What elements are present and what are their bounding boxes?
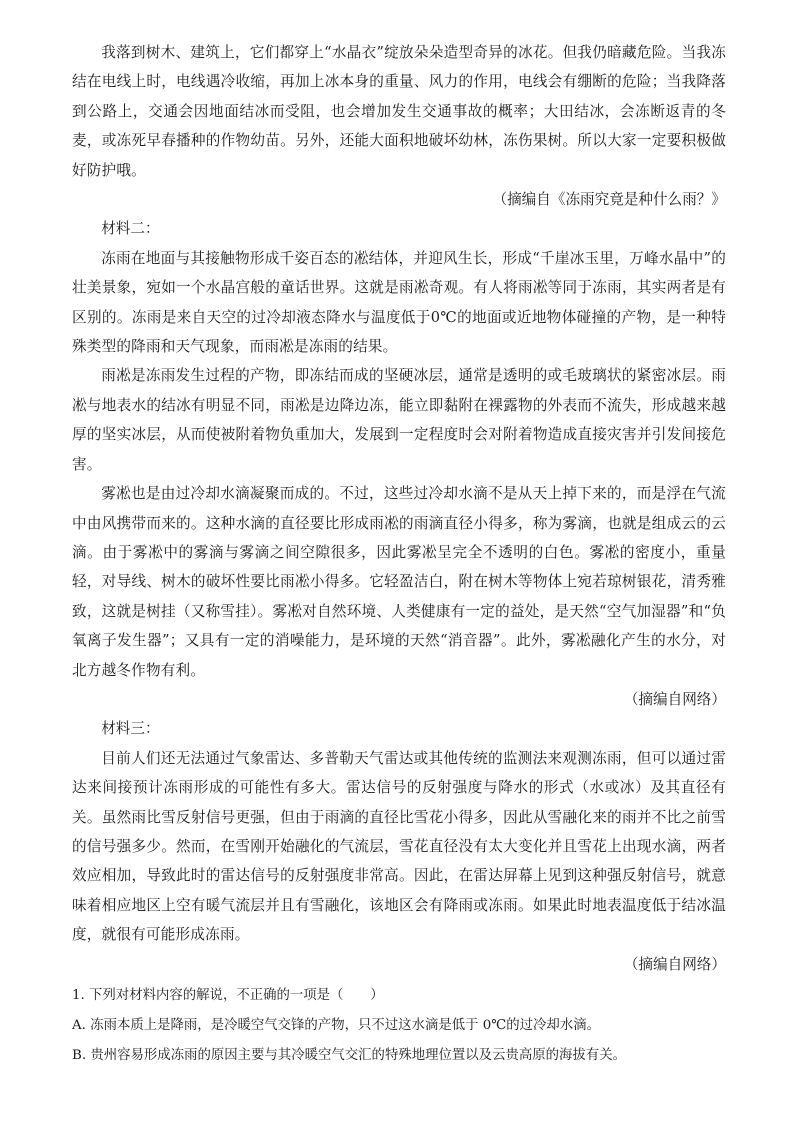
material1-source: （摘编自《冻雨究竟是种什么雨？》 xyxy=(492,191,726,209)
material3-heading: 材料三： xyxy=(101,720,160,738)
material2-paragraph-3: 雾凇也是由过冷却水滴凝聚而成的。不过，这些过冷却水滴不是从天上掉下来的，而是浮在气流中由风携带而来的。这种水滴的直径要比形成雨凇的雨滴直径小得多，称为雾滴，也就是组成云的云滴。由于雾凇中的雾滴与雾滴之间空隙很多，因此雾凇呈完全不透明的白色。雾凇的密度小，重量轻，对导线、树木的破坏性要比雨凇小得多。它轻盈洁白，附在树木等物体上宛若琼树银花，清秀雅致，这就是树挂（又称雪挂）。雾凇对自然环境、人类健康有一定的益处，是天然“空气加湿器”和“负氧离子发生器”；又具有一定的消噪能力，是环境的天然“消音器”。此外，雾凇融化产生的水分，对北方越冬作物有利。 xyxy=(72,485,726,679)
material2-paragraph-1: 冻雨在地面与其接触物形成千姿百态的凇结体，并迎风生长，形成“千崖冰玉里，万峰水晶中”的壮美景象，宛如一个水晶宫般的童话世界。这就是雨凇奇观。有人将雨凇等同于冻雨，其实两者是有区别的。冻雨是来自天空的过冷却液态降水与温度低于0℃的地面或近地物体碰撞的产物，是一种特殊类型的降雨和天气现象，而雨凇是冻雨的结果。 xyxy=(72,249,726,356)
question-1-option-a: A. 冻雨本质上是降雨，是冷暖空气交锋的产物，只不过这水滴是低于 0℃的过冷却水滴。 xyxy=(72,1018,600,1033)
document-page xyxy=(72,38,726,1071)
material2-source: （摘编自网络） xyxy=(623,690,726,708)
material3-source: （摘编自网络） xyxy=(623,955,726,973)
material2-heading: 材料二： xyxy=(101,220,160,238)
material3-paragraph-1: 目前人们还无法通过气象雷达、多普勒天气雷达或其他传统的监测法来观测冻雨，但可以通过雷达来间接预计冻雨形成的可能性有多大。雷达信号的反射强度与降水的形式（水或冰）及其直径有关。虽然雨比雪反射信号更强，但由于雨滴的直径比雪花小得多，因此从雪融化来的雨并不比之前雪的信号强多少。然而，在雪刚开始融化的气流层，雪花直径没有太大变化并且雪花上出现水滴，两者效应相加，导致此时的雷达信号的反射强度非常高。因此，在雷达屏幕上见到这种强反射信号，就意味着相应地区上空有暖气流层并且有雪融化，该地区会有降雨或冻雨。如果此时地表温度低于结冰温度，就很有可能形成冻雨。 xyxy=(72,749,726,944)
material2-paragraph-2: 雨凇是冻雨发生过程的产物，即冻结而成的坚硬冰层，通常是透明的或毛玻璃状的紧密冰层。雨凇与地表水的结冰有明显不同，雨凇是边降边冻，能立即黏附在裸露物的外表而不流失，形成越来越厚的坚实冰层，从而使被附着物负重加大，发展到一定程度时会对附着物造成直接灾害并引发间接危害。 xyxy=(72,367,726,473)
question-1-stem: 1. 下列对材料内容的解说，不正确的一项是（ ） xyxy=(72,988,384,1003)
material1-paragraph: 我落到树木、建筑上，它们都穿上“水晶衣”绽放朵朵造型奇异的冰花。但我仍暗藏危险。当我冻结在电线上时，电线遇冷收缩，再加上冰本身的重量、风力的作用，电线会有绷断的危险；当我降落到公路上，交通会因地面结冰而受阻，也会增加发生交通事故的概率；大田结冰，会冻断返青的冬麦，或冻死早春播种的作物幼苗。另外，还能大面积地破坏幼林，冻伤果树。所以大家一定要积极做好防护哦。 xyxy=(72,44,726,179)
question-1-option-b: B. 贵州容易形成冻雨的原因主要与其冷暖空气交汇的特殊地理位置以及云贵高原的海拔有关。 xyxy=(72,1048,626,1063)
